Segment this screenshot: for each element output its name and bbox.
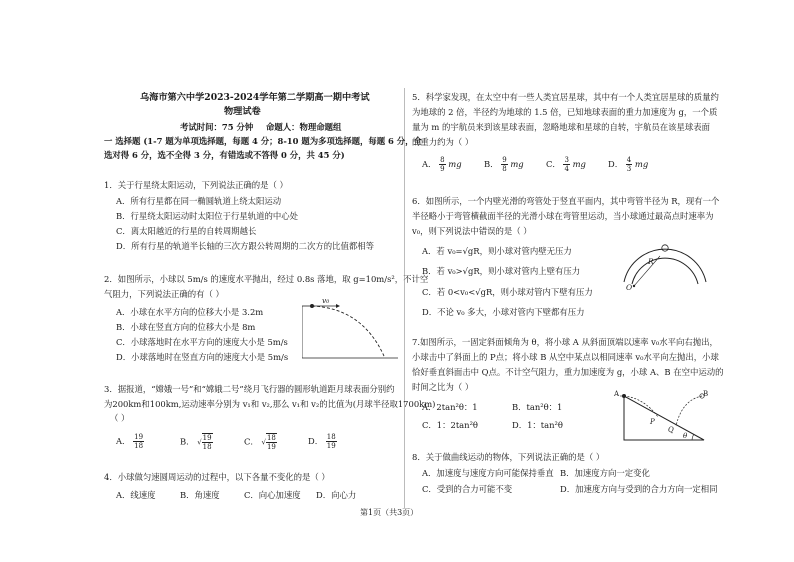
- q4-option-b: B．角速度: [180, 490, 220, 500]
- q6-figure-label-r: R: [648, 257, 654, 266]
- q6-stem-line2: 半径略小于弯管横截面半径的光滑小球在弯管里运动，当小球通过最高点时速率为: [412, 211, 714, 221]
- q4-option-d: D．向心力: [316, 490, 357, 500]
- q7-option-d: D．1：tan²θ: [512, 420, 563, 430]
- q3-option-c: [244, 433, 277, 451]
- q7-option-c: C．1：2tan²θ: [422, 420, 478, 430]
- exam-subject: 物理试卷: [224, 106, 261, 117]
- q5-option-c-unit: mg: [572, 159, 586, 169]
- q2-option-c: C．小球落地时在水平方向的速度大小是 5m/s: [116, 337, 288, 347]
- q2-stem-line2: 气阻力，下列说法正确的有（ ）: [104, 289, 224, 299]
- q3-option-d: [308, 433, 337, 450]
- q6-option-c: C．若 0<v₀<√gR，则小球对管内下壁有压力: [422, 287, 593, 297]
- section-instructions-line2: 选对得 6 分，选不全得 3 分，有错选或不答得 0 分，共 45 分): [104, 150, 345, 160]
- q7-figure-label-p: P: [650, 418, 655, 426]
- q5-option-a-label: A．: [422, 159, 437, 169]
- q1-stem: 1．关于行星绕太阳运动，下列说法正确的是（ ）: [104, 180, 288, 190]
- q5-option-d-label: D．: [608, 159, 624, 169]
- q8-option-b: B．加速度方向一定变化: [560, 468, 650, 478]
- q5-option-c: C． $\frac{3}{4}$ mg: [546, 156, 586, 173]
- q1-option-a: A．所有行星都在同一椭圆轨道上绕太阳运动: [116, 196, 282, 206]
- q5-option-d-unit: mg: [634, 159, 649, 169]
- q3-option-c-label: C．: [244, 436, 259, 447]
- q3-option-d-fraction: $\frac{18}{19}$: [326, 433, 336, 450]
- q6-option-b: B．若 v₀>√gR，则小球对管内上壁有压力: [422, 266, 581, 276]
- q2-stem-line1: 2．如图所示，小球以 5m/s 的速度水平抛出，经过 0.8s 落地，取 g=10m/s²，不计空: [104, 274, 429, 284]
- q5-stem-line2: 为地球的 2 倍，半径约为地球的 1.5 倍，已知地球表面的重力加速度为 g，一个质: [412, 107, 718, 117]
- q3-stem-line3: （ ）: [110, 413, 130, 423]
- exam-author: 命题人：物理命题组: [266, 122, 342, 132]
- q2-option-d: D．小球落地时在竖直方向的速度大小是 5m/s: [116, 352, 289, 362]
- q3-option-b-label: B．: [180, 436, 195, 447]
- q7-option-b: B．tan²θ：1: [512, 402, 563, 412]
- q5-option-b: B． $\frac{9}{8}$ mg: [484, 156, 524, 173]
- q7-stem-line3: 恰好垂直斜面击中 Q点。不计空气阻力，重力加速度为 g，小球 A、B 在空中运动的: [412, 367, 724, 377]
- page-footer: 第1页（共3页）: [360, 508, 419, 517]
- q3-option-c-sqrt: √ $\frac{18}{19}$: [261, 434, 276, 451]
- q5-stem-line4: 的重力约为（ ）: [412, 137, 474, 147]
- q2-figure-label-v0: v₀: [322, 296, 330, 305]
- q1-option-c: C．离太阳越近的行星的自转周期越长: [116, 226, 257, 236]
- q7-figure-label-q: Q: [668, 426, 674, 434]
- q8-option-c: C．受到的合力可能不变: [422, 484, 513, 494]
- q7-figure-label-theta: θ: [683, 432, 688, 440]
- section-instructions-line1: 一 选择题 (1-7 题为单项选择题，每题 4 分；8-10 题为多项选择题，每题 6 分，全: [104, 136, 422, 146]
- q1-option-b: B．行星绕太阳运动时太阳位于行星轨道的中心处: [116, 211, 299, 221]
- q7-stem-line1: 7.如图所示，一固定斜面倾角为 θ，将小球 A 从斜面顶端以速率 v₀水平向右抛出，: [412, 337, 718, 347]
- q8-stem: 8．关于做曲线运动的物体，下列说法正确的是（ ）: [412, 452, 605, 462]
- q4-option-c: C．向心加速度: [244, 490, 301, 500]
- q7-incline-figure: [618, 388, 710, 444]
- q4-option-a: A．线速度: [116, 490, 156, 500]
- q6-option-d: D．不论 v₀ 多大，小球对管内下壁都有压力: [422, 307, 585, 317]
- left-column: [96, 0, 436, 562]
- q5-option-b-unit: mg: [510, 159, 524, 169]
- exam-title: 乌海市第六中学2023-2024学年第二学期高一期中考试: [140, 92, 370, 103]
- right-column: [412, 0, 724, 562]
- q5-stem-line1: 5．科学家发现，在太空中有一些人类宜居星球，其中有一个人类宜居星球的质量约: [412, 92, 719, 102]
- q5-option-b-label: B．: [484, 159, 499, 169]
- q6-stem-line3: v₀，则下列说法中错误的是（ ）: [412, 226, 532, 236]
- q5-option-c-label: C．: [546, 159, 561, 169]
- q6-option-a: A．若 v₀=√gR，则小球对管内壁无压力: [422, 246, 572, 256]
- q7-stem-line4: 时间之比为（ ）: [412, 382, 474, 392]
- q2-projectile-figure: [302, 300, 402, 362]
- q8-option-d: D．加速度方向与受到的合力方向一定相同: [560, 484, 718, 494]
- q6-figure-label-o: O: [626, 283, 633, 292]
- q7-figure-label-a: A: [614, 390, 620, 398]
- q5-option-a: A． $\frac{8}{9}$ mg: [422, 156, 462, 173]
- q4-stem: 4．小球做匀速圆周运动的过程中，以下各量不变化的是（ ）: [104, 472, 330, 482]
- q1-option-d: D．所有行星的轨道半长轴的三次方跟公转周期的二次方的比值都相等: [116, 241, 374, 251]
- q3-option-d-label: D．: [308, 436, 324, 446]
- q7-option-a: A．2tan²θ：1: [422, 402, 478, 412]
- q5-stem-line3: 量为 m 的宇航员来到该星球表面，忽略地球和星球的自转，宇航员在该星球表面: [412, 122, 711, 132]
- q3-stem-line2: 为200km和100km,运动速率分别为 v₁和 v₂,那么 v₁和 v₂的比值为(月球半径取1700km): [104, 399, 436, 409]
- q5-option-a-unit: mg: [448, 159, 462, 169]
- q8-option-a: A．加速度与速度方向可能保持垂直: [422, 468, 554, 478]
- q3-option-b: [180, 433, 213, 451]
- q7-stem-line2: 小球击中了斜面上的 P点；将小球 B 从空中某点以相同速率 v₀水平向左抛出，小球: [412, 352, 719, 362]
- exam-time: 考试时间：75 分钟: [180, 122, 254, 132]
- q7-figure-label-b: B: [703, 390, 709, 398]
- q6-curved-tube-figure: [620, 238, 710, 298]
- column-divider: [404, 88, 405, 508]
- q3-option-a-fraction: $\frac{19}{18}$: [134, 433, 144, 450]
- q2-option-a: A．小球在水平方向的位移大小是 3.2m: [116, 307, 264, 317]
- q3-option-a-label: A．: [116, 436, 131, 446]
- q3-option-a: [116, 433, 144, 450]
- q6-stem-line1: 6．如图所示，一个内壁光滑的弯管处于竖直平面内，其中弯管半径为 R，现有一个: [412, 196, 720, 206]
- q5-option-d: D． $\frac{4}{3}$ mg: [608, 156, 649, 173]
- q3-option-b-sqrt: √ $\frac{19}{18}$: [197, 434, 212, 451]
- q3-stem-line1: 3．据报道，“嫦娥一号”和“嫦娥二号”绕月飞行器的圆形轨道距月球表面分别约: [104, 384, 395, 394]
- q2-option-b: B．小球在竖直方向的位移大小是 8m: [116, 322, 256, 332]
